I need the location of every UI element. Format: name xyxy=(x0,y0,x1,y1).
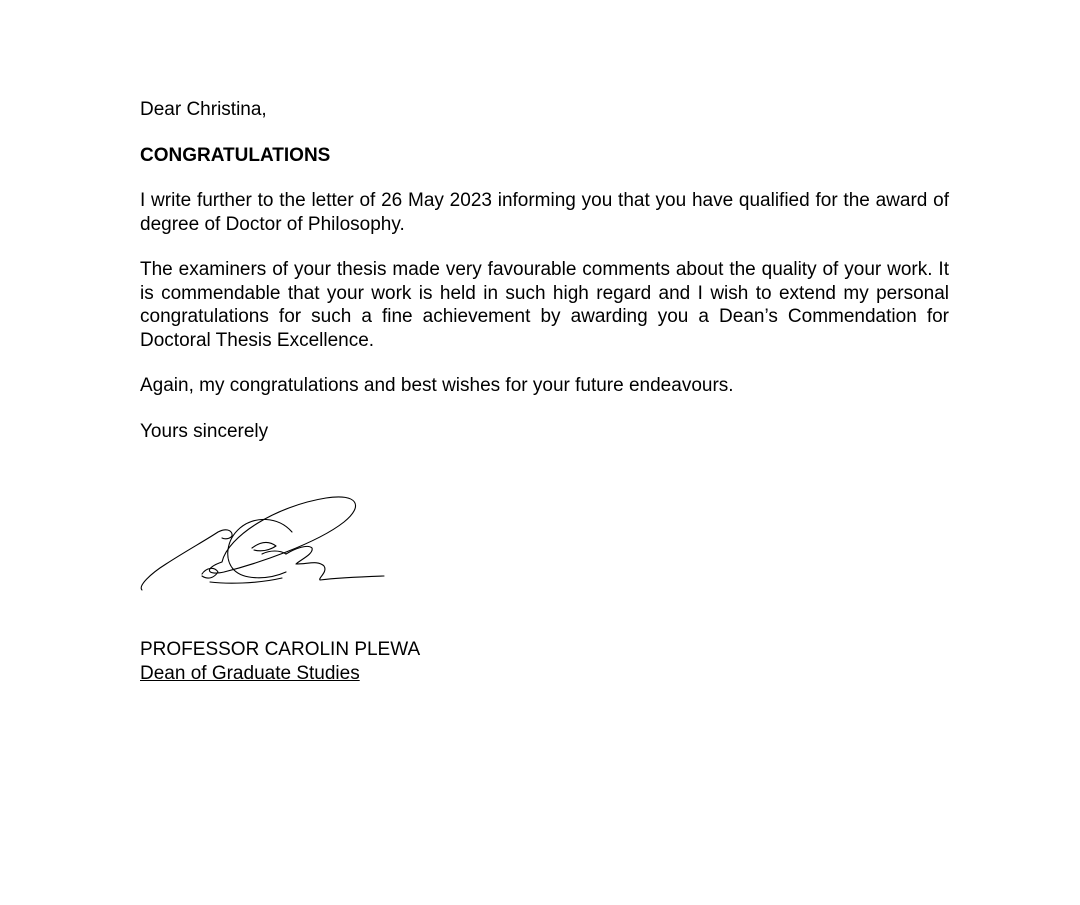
paragraph-wishes: Again, my congratulations and best wishes for your future endeavours. xyxy=(140,375,734,396)
signer-title: Dean of Graduate Studies xyxy=(140,662,360,684)
paragraph-commendation: The examiners of your thesis made very favourable comments about the quality of your work. It is commendable that your work is held in such high regard and I wish to extend my personal congratulations for such a fine achievement by awarding you a Dean’s Commendation for Doctoral Thesis Excellence. xyxy=(140,259,949,351)
signer-name: PROFESSOR CAROLIN PLEWA xyxy=(140,639,421,660)
signature-icon xyxy=(136,488,396,598)
signer-block xyxy=(140,638,420,685)
letter-body xyxy=(140,98,949,443)
closing: Yours sincerely xyxy=(140,420,269,442)
salutation: Dear Christina, xyxy=(140,99,267,120)
letter-heading: CONGRATULATIONS xyxy=(140,144,331,166)
paragraph-qualification: I write further to the letter of 26 May 2023 informing you that you have qualified for the award of degree of Doctor of Philosophy. xyxy=(140,190,949,235)
